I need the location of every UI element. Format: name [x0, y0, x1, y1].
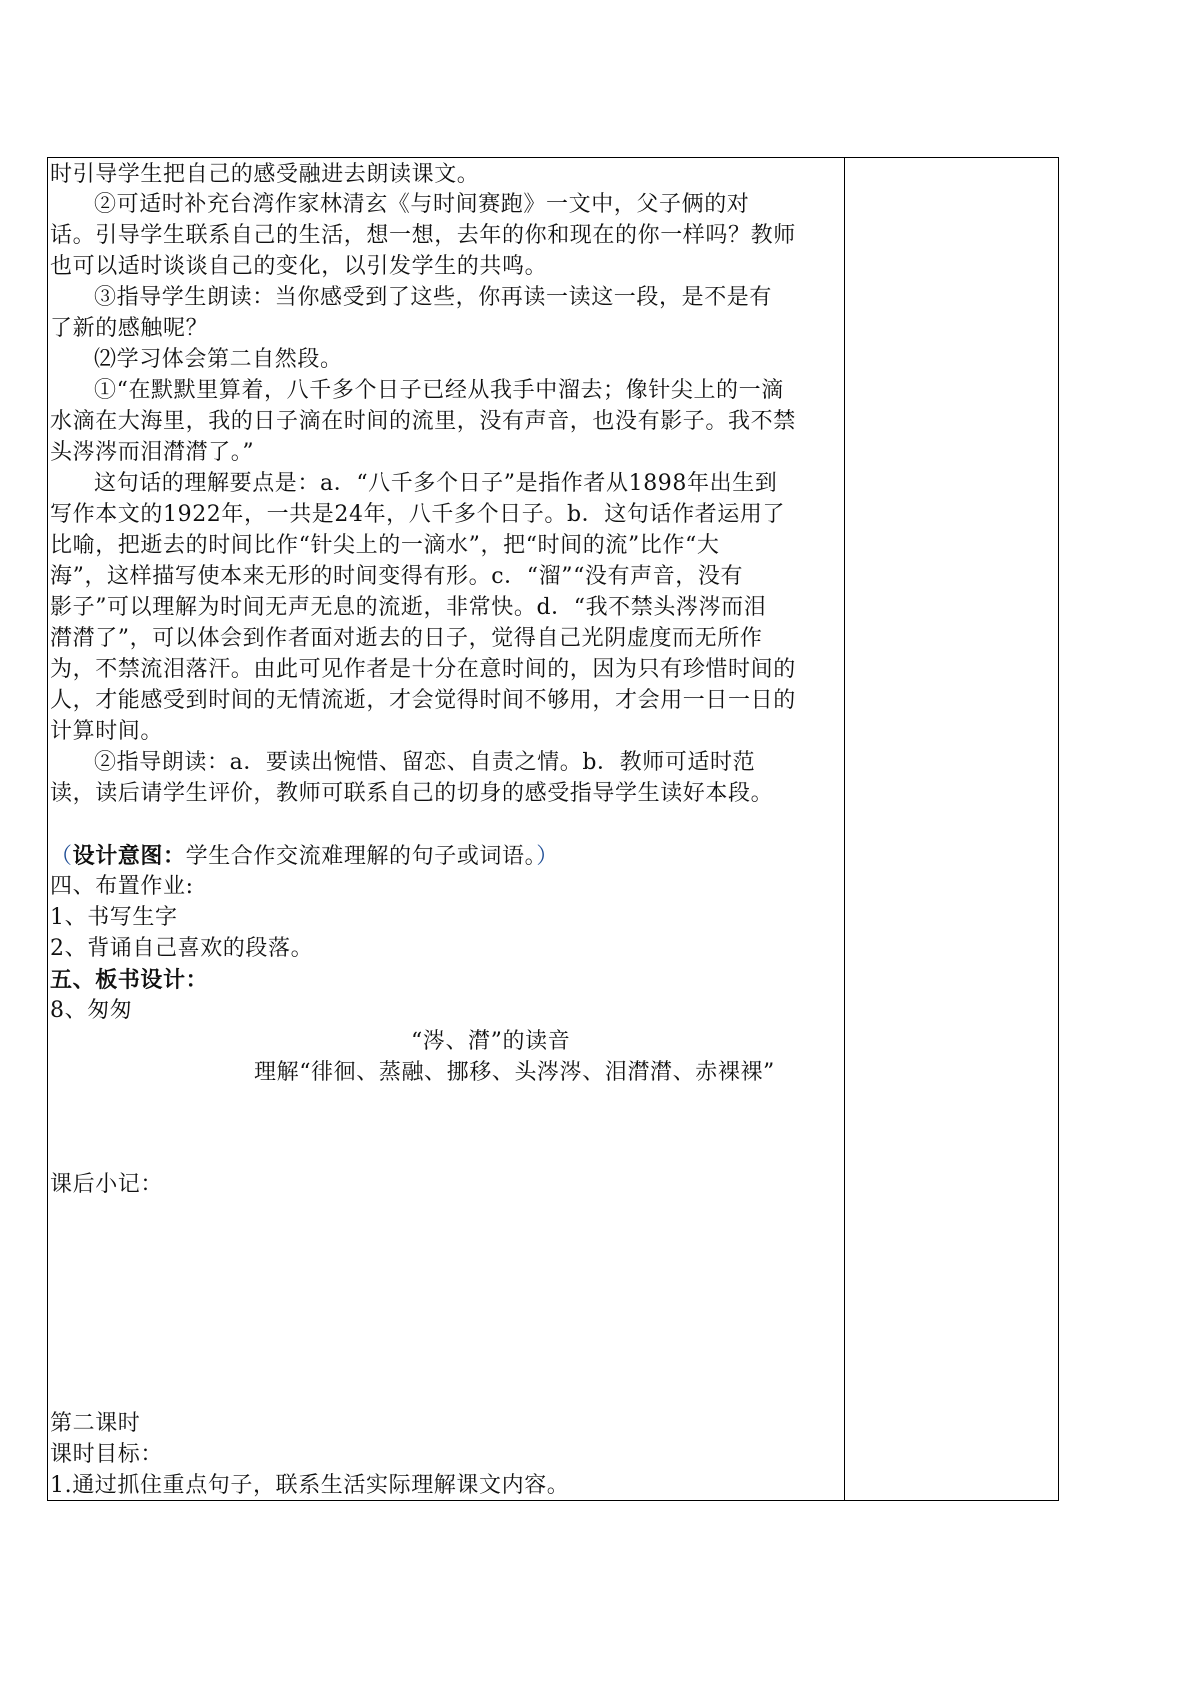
homework-item: 1、书写生字 — [50, 905, 178, 930]
board-line: “涔、潸”的读音 — [411, 1029, 571, 1054]
lesson-goal-item: 1.通过抓住重点句子，联系生活实际理解课文内容。 — [50, 1473, 570, 1498]
text-line: ①“在默默里算着，八千多个日子已经从我手中溜去；像针尖上的一滴 — [94, 378, 784, 403]
board-design-heading: 五、板书设计： — [50, 967, 209, 993]
text-line: ②可适时补充台湾作家林清玄《与时间赛跑》一文中，父子俩的对 — [94, 192, 750, 217]
text-line: 比喻，把逝去的时间比作“针尖上的一滴水”，把“时间的流”比作“大 — [50, 533, 720, 558]
notes-column — [845, 158, 1058, 1500]
text-line: 水滴在大海里，我的日子滴在时间的流里，没有声音，也没有影子。我不禁 — [50, 409, 796, 434]
text-line: 了新的感触呢？ — [50, 316, 209, 341]
after-class-notes-label: 课后小记： — [50, 1172, 164, 1197]
text-line: ⑵学习体会第二自然段。 — [94, 347, 343, 372]
lesson-plan-table — [47, 157, 1059, 1501]
text-line: 这句话的理解要点是：a．“八千多个日子”是指作者从1898年出生到 — [94, 471, 778, 496]
close-paren: ） — [536, 844, 559, 869]
main-content-column — [48, 158, 844, 1500]
second-lesson-title: 第二课时 — [50, 1411, 141, 1436]
text-line: 也可以适时谈谈自己的变化，以引发学生的共鸣。 — [50, 254, 548, 279]
text-line: 潸潸了”，可以体会到作者面对逝去的日子，觉得自己光阴虚度而无所作 — [50, 626, 763, 651]
text-line: 为，不禁流泪落汗。由此可见作者是十分在意时间的，因为只有珍惜时间的 — [50, 657, 796, 682]
text-line: 写作本文的1922年，一共是24年，八千多个日子。b．这句话作者运用了 — [50, 502, 786, 527]
text-line: 头涔涔而泪潸潸了。” — [50, 440, 255, 465]
text-line: 时引导学生把自己的感受融进去朗读课文。 — [50, 162, 480, 187]
text-line: 读，读后请学生评价，教师可联系自己的切身的感受指导学生读好本段。 — [50, 781, 774, 806]
homework-heading: 四、布置作业: — [50, 874, 194, 899]
lesson-goals-label: 课时目标： — [50, 1442, 164, 1467]
text-line: 海”，这样描写使本来无形的时间变得有形。c．“溜”“没有声音，没有 — [50, 564, 744, 589]
board-title: 8、匆匆 — [50, 998, 133, 1023]
open-paren: （ — [50, 844, 73, 869]
text-line: ②指导朗读：a．要读出惋惜、留恋、自责之情。b．教师可适时范 — [94, 750, 756, 775]
text-line: ③指导学生朗读：当你感受到了这些，你再读一读这一段，是不是有 — [94, 285, 773, 310]
text-line: 计算时间。 — [50, 719, 164, 744]
text-line: 影子”可以理解为时间无声无息的流逝，非常快。d．“我不禁头涔涔而泪 — [50, 595, 767, 620]
design-intent-text: 学生合作交流难理解的句子或词语。 — [185, 844, 537, 869]
design-intent-label: 设计意图： — [72, 843, 186, 869]
homework-item: 2、背诵自己喜欢的段落。 — [50, 936, 314, 961]
board-line: 理解“徘徊、蒸融、挪移、头涔涔、泪潸潸、赤裸裸” — [254, 1060, 775, 1085]
design-intent-line — [50, 841, 559, 872]
text-line: 话。引导学生联系自己的生活，想一想，去年的你和现在的你一样吗？教师 — [50, 223, 796, 248]
text-line: 人，才能感受到时间的无情流逝，才会觉得时间不够用，才会用一日一日的 — [50, 688, 796, 713]
